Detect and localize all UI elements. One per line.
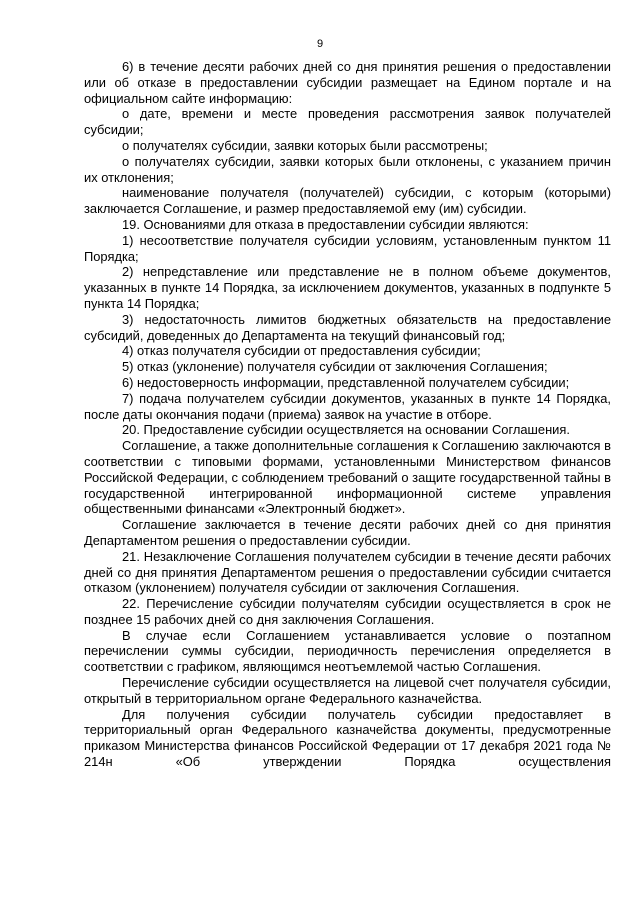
paragraph-clause-20: 20. Предоставление субсидии осуществляется на основании Соглашения. [122,422,570,438]
paragraph-refusal-reason-1: 1) несоответствие получателя субсидии условиям, установленным пунктом 11 Порядка; [84,232,611,264]
paragraph-clause-22: 22. Перечисление субсидии получателям субсидии осуществляется в срок не позднее 15 рабочих дней со дня заключения Соглашения. [84,596,611,627]
paragraph-refusal-reason-4: 4) отказ получателя субсидии от предоставления субсидии; [122,343,481,359]
paragraph-transfer-account: Перечисление субсидии осуществляется на лицевой счет получателя субсидии, открытый в территориальном органе Федерального казначейства. [84,675,611,706]
document-body [84,59,611,770]
paragraph-clause-21: 21. Незаключение Соглашения получателем субсидии в течение десяти рабочих дней со дня принятия Департаментом решения о предоставлении субсидии считается отказом (уклонением) получателя субсидии от заключения Соглашения. [84,548,611,596]
paragraph-refusal-reason-6: 6) недостоверность информации, представленной получателем субсидии; [122,374,570,390]
page-number: 9 [316,38,324,50]
paragraph-agreement-term: Соглашение заключается в течение десяти рабочих дней со дня принятия Департаментом решения о предоставлении субсидии. [84,517,611,548]
paragraph-info-reviewed-applicants: о получателях субсидии, заявки которых были рассмотрены; [122,137,488,153]
paragraph-refusal-reason-7: 7) подача получателем субсидии документов, указанных в пункте 14 Порядка, после даты окончания подачи (приема) заявок на участие в отборе. [84,390,611,422]
paragraph-info-rejected-applicants: о получателях субсидии, заявки которых были отклонены, с указанием причин их отклонения; [84,153,611,185]
paragraph-staged-payment: В случае если Соглашением устанавливается условие о поэтапном перечислении суммы субсидии, периодичность перечисления определяется в соответствии с графиком, являющимся неотъемлемой частью Соглашения. [84,627,611,675]
paragraph-clause-19: 19. Основаниями для отказа в предоставлении субсидии являются: [122,216,529,232]
paragraph-info-date-time-place: о дате, времени и месте проведения рассмотрения заявок получателей субсидии; [84,106,611,138]
paragraph-refusal-reason-5: 5) отказ (уклонение) получателя субсидии от заключения Соглашения; [122,359,548,375]
paragraph-refusal-reason-3: 3) недостаточность лимитов бюджетных обязательств на предоставление субсидий, доведенных до Департамента на текущий финансовый год; [84,311,611,343]
paragraph-info-recipient-name: наименование получателя (получателей) субсидии, с которым (которыми) заключается Соглашение, и размер предоставляемой ему (им) субсидии. [84,185,611,217]
paragraph-agreement-forms: Соглашение, а также дополнительные соглашения к Соглашению заключаются в соответствии с типовыми формами, установленными Министерством финансов Российской Федерации, с соблюдением требований о защите государственной тайны в государственной интегрированной информационной системе управления общественными финансами «Электронный бюджет». [84,438,611,517]
paragraph-item-6-publication: 6) в течение десяти рабочих дней со дня принятия решения о предоставлении или об отказе в предоставлении субсидии размещает на Едином портале и на официальном сайте информацию: [84,59,611,106]
paragraph-treasury-documents: Для получения субсидии получатель субсидии предоставляет в территориальный орган Федерального казначейства документы, предусмотренные приказом Министерства финансов Российской Федерации от 17 декабря 2021 года № 214н «Об утверждении Порядка осуществления [84,706,611,770]
paragraph-refusal-reason-2: 2) непредставление или представление не в полном объеме документов, указанных в пункте 14 Порядка, за исключением документов, указанных в подпункте 5 пункта 14 Порядка; [84,264,611,311]
